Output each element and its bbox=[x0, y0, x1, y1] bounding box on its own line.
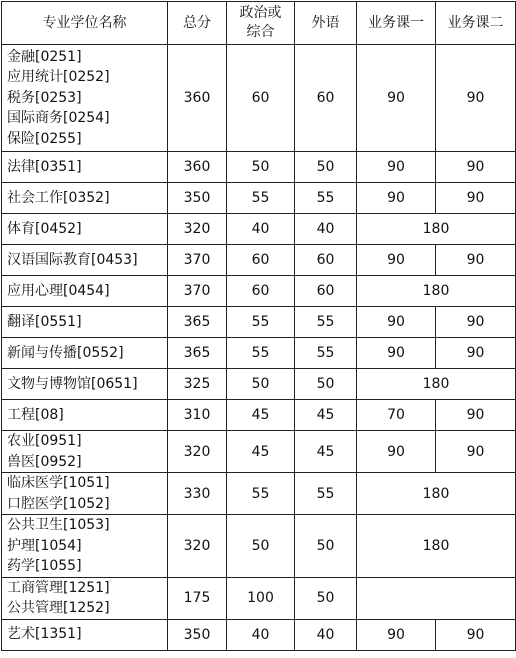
cell-course1: 90 bbox=[357, 431, 436, 473]
cell-politics: 50 bbox=[227, 515, 295, 578]
table-row bbox=[2, 152, 516, 183]
cell-foreign: 50 bbox=[295, 369, 357, 400]
header-total: 总分 bbox=[168, 2, 227, 45]
table-body bbox=[2, 45, 516, 651]
cell-course1: 90 bbox=[357, 45, 436, 152]
degree-name-line: 社会工作[0352] bbox=[7, 189, 110, 206]
cell-course2: 90 bbox=[436, 183, 516, 214]
header-politics bbox=[227, 2, 295, 45]
cell-total: 310 bbox=[168, 400, 227, 431]
cell-politics: 45 bbox=[227, 431, 295, 473]
cell-total: 370 bbox=[168, 245, 227, 276]
cell-degree-name bbox=[2, 619, 168, 650]
cell-total: 365 bbox=[168, 307, 227, 338]
cell-course2: 90 bbox=[436, 619, 516, 650]
header-course2: 业务课二 bbox=[436, 2, 516, 45]
cell-degree-name bbox=[2, 369, 168, 400]
cell-foreign: 60 bbox=[295, 245, 357, 276]
table-row bbox=[2, 214, 516, 245]
cell-courses-merged bbox=[357, 577, 516, 619]
cell-total: 330 bbox=[168, 473, 227, 515]
degree-name-line: 税务[0253] bbox=[7, 89, 82, 106]
cell-degree-name bbox=[2, 338, 168, 369]
degree-name-line: 保险[0255] bbox=[7, 130, 82, 147]
cell-course2: 90 bbox=[436, 307, 516, 338]
cell-politics: 60 bbox=[227, 276, 295, 307]
table-row bbox=[2, 183, 516, 214]
cell-total: 365 bbox=[168, 338, 227, 369]
table-header bbox=[2, 2, 516, 45]
degree-name-line: 工商管理[1251] bbox=[7, 579, 110, 596]
degree-name-line: 新闻与传播[0552] bbox=[7, 344, 124, 361]
table-row bbox=[2, 276, 516, 307]
degree-name-line: 文物与博物馆[0651] bbox=[7, 375, 138, 392]
table-row bbox=[2, 515, 516, 578]
header-foreign: 外语 bbox=[295, 2, 357, 45]
cell-courses-merged: 180 bbox=[357, 473, 516, 515]
table-row bbox=[2, 577, 516, 619]
cell-degree-name bbox=[2, 214, 168, 245]
cell-politics: 50 bbox=[227, 152, 295, 183]
degree-name-line: 口腔医学[1052] bbox=[7, 495, 110, 512]
header-politics-line1: 政治或 bbox=[239, 5, 282, 21]
degree-name-line: 汉语国际教育[0453] bbox=[7, 251, 138, 268]
cell-course1: 90 bbox=[357, 152, 436, 183]
table-row bbox=[2, 431, 516, 473]
cell-course2: 90 bbox=[436, 245, 516, 276]
cell-degree-name bbox=[2, 577, 168, 619]
cell-foreign: 60 bbox=[295, 276, 357, 307]
degree-name-line: 应用统计[0252] bbox=[7, 69, 110, 86]
table-row bbox=[2, 619, 516, 650]
cell-politics: 55 bbox=[227, 473, 295, 515]
cell-total: 360 bbox=[168, 152, 227, 183]
table-row bbox=[2, 45, 516, 152]
cell-course1: 90 bbox=[357, 619, 436, 650]
cell-degree-name bbox=[2, 515, 168, 578]
cell-degree-name bbox=[2, 400, 168, 431]
cell-course1: 90 bbox=[357, 307, 436, 338]
cell-course2: 90 bbox=[436, 400, 516, 431]
header-row bbox=[2, 2, 516, 45]
cell-degree-name bbox=[2, 45, 168, 152]
cell-foreign: 55 bbox=[295, 473, 357, 515]
degree-name-line: 药学[1055] bbox=[7, 558, 82, 574]
cell-total: 320 bbox=[168, 431, 227, 473]
cell-total: 175 bbox=[168, 577, 227, 619]
degree-name-line: 国际商务[0254] bbox=[7, 110, 110, 127]
table-row bbox=[2, 369, 516, 400]
cell-politics: 55 bbox=[227, 183, 295, 214]
degree-name-line: 体育[0452] bbox=[7, 220, 82, 237]
cell-course2: 90 bbox=[436, 45, 516, 152]
degree-name-line: 艺术[1351] bbox=[7, 626, 82, 643]
cell-politics: 100 bbox=[227, 577, 295, 619]
cell-degree-name bbox=[2, 473, 168, 515]
cell-foreign: 55 bbox=[295, 183, 357, 214]
cell-foreign: 55 bbox=[295, 338, 357, 369]
cell-courses-merged: 180 bbox=[357, 214, 516, 245]
degree-name-line: 工程[08] bbox=[7, 406, 64, 423]
cell-total: 360 bbox=[168, 45, 227, 152]
cell-total: 350 bbox=[168, 619, 227, 650]
cell-degree-name bbox=[2, 431, 168, 473]
score-table bbox=[1, 1, 516, 651]
cell-courses-merged: 180 bbox=[357, 369, 516, 400]
cell-politics: 40 bbox=[227, 619, 295, 650]
cell-course1: 90 bbox=[357, 338, 436, 369]
cell-foreign: 40 bbox=[295, 619, 357, 650]
degree-name-line: 应用心理[0454] bbox=[7, 282, 110, 299]
degree-name-line: 农业[0951] bbox=[7, 433, 82, 449]
cell-politics: 40 bbox=[227, 214, 295, 245]
cell-foreign: 60 bbox=[295, 45, 357, 152]
cell-foreign: 50 bbox=[295, 577, 357, 619]
cell-course2: 90 bbox=[436, 152, 516, 183]
degree-name-line: 法律[0351] bbox=[7, 158, 82, 175]
cell-course2: 90 bbox=[436, 338, 516, 369]
table-row bbox=[2, 245, 516, 276]
cell-politics: 60 bbox=[227, 45, 295, 152]
degree-name-line: 兽医[0952] bbox=[7, 453, 82, 470]
header-course1: 业务课一 bbox=[357, 2, 436, 45]
cell-foreign: 45 bbox=[295, 431, 357, 473]
cell-total: 370 bbox=[168, 276, 227, 307]
cell-degree-name bbox=[2, 276, 168, 307]
header-name: 专业学位名称 bbox=[2, 2, 168, 45]
degree-name-line: 临床医学[1051] bbox=[7, 475, 110, 491]
table-row bbox=[2, 307, 516, 338]
cell-politics: 55 bbox=[227, 338, 295, 369]
degree-name-line: 公共卫生[1053] bbox=[7, 517, 110, 533]
cell-foreign: 50 bbox=[295, 152, 357, 183]
cell-course1: 90 bbox=[357, 183, 436, 214]
cell-course1: 90 bbox=[357, 245, 436, 276]
cell-politics: 60 bbox=[227, 245, 295, 276]
cell-foreign: 45 bbox=[295, 400, 357, 431]
cell-degree-name bbox=[2, 245, 168, 276]
degree-name-line: 金融[0251] bbox=[7, 48, 82, 65]
cell-degree-name bbox=[2, 152, 168, 183]
table-row bbox=[2, 338, 516, 369]
cell-course1: 70 bbox=[357, 400, 436, 431]
cell-degree-name bbox=[2, 183, 168, 214]
cell-courses-merged: 180 bbox=[357, 515, 516, 578]
cell-politics: 55 bbox=[227, 307, 295, 338]
table-row bbox=[2, 473, 516, 515]
header-politics-line2: 综合 bbox=[246, 24, 275, 40]
cell-courses-merged: 180 bbox=[357, 276, 516, 307]
degree-name-line: 翻译[0551] bbox=[7, 313, 82, 330]
cell-course2: 90 bbox=[436, 431, 516, 473]
cell-foreign: 50 bbox=[295, 515, 357, 578]
cell-total: 320 bbox=[168, 515, 227, 578]
degree-name-line: 护理[1054] bbox=[7, 537, 82, 554]
cell-foreign: 40 bbox=[295, 214, 357, 245]
cell-foreign: 55 bbox=[295, 307, 357, 338]
cell-total: 350 bbox=[168, 183, 227, 214]
cell-total: 325 bbox=[168, 369, 227, 400]
cell-degree-name bbox=[2, 307, 168, 338]
cell-politics: 45 bbox=[227, 400, 295, 431]
table-row bbox=[2, 400, 516, 431]
degree-name-line: 公共管理[1252] bbox=[7, 600, 110, 616]
cell-politics: 50 bbox=[227, 369, 295, 400]
cell-total: 320 bbox=[168, 214, 227, 245]
